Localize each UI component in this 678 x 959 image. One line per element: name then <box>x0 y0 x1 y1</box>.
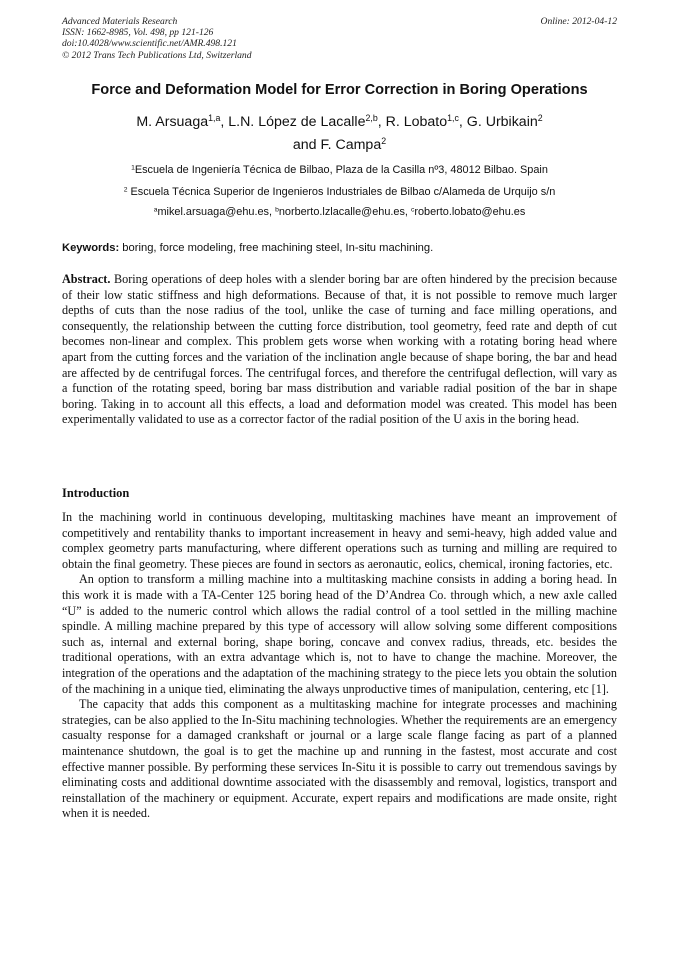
online-date: Online: 2012-04-12 <box>540 16 617 27</box>
author-emails <box>62 206 617 218</box>
author-name: G. Urbikain <box>466 114 538 130</box>
affiliation-2 <box>62 186 617 198</box>
abstract-paragraph <box>62 272 617 428</box>
intro-paragraph-1: In the machining world in continuous developing, multitasking machines have meant an improvement of competitively and rentability thanks to important increasement in heavy and semi-heavy, high added value and complex geometry parts manufacturing, where different operations such as turning and milling are required to obtain the final geometry. These pieces are found in sectors as aeronautic, eolics, chemical, ironing factories, etc. <box>62 510 617 571</box>
keywords-line <box>62 242 617 254</box>
keywords-label: Keywords: <box>62 242 120 254</box>
section-heading-introduction: Introduction <box>62 486 130 500</box>
author-affiliation-mark: 2 <box>537 113 543 124</box>
journal-issn: ISSN: 1662-8985, Vol. 498, pp 121-126 <box>62 27 214 39</box>
author-line-1 <box>62 111 617 134</box>
abstract-text: Boring operations of deep holes with a slender boring bar are often hindered by the precision because of their low static stiffness and high deformations. Because of that, it is not possible to remove much larger depths of cuts than the nose radius of the tool, unlike the case of turning and face milling operations, and consequently, the relationship between the cutting force distribution, tool geometry, feed rate and depth of cut becomes non-linear and complex. This problem gets worse when working with a rotating boring head where apart from the cutting forces and the variation of the inclination angle because of shape boring, the bar and head are affected by de centrifugal forces. The centrifugal forces, and therefore the centrifugal deflection, will vary as a function of the rotating speed, boring bar mass distribution and variable radial position of the bar in shape boring. Taking in to account all this effects, a load and deformation model was created. This model has been experimentally validated to use as a corrector factor of the radial position of the U axis in the boring head. <box>62 272 617 427</box>
email-mark: a <box>153 206 158 214</box>
author-and: and <box>292 137 321 153</box>
affiliation-text: Escuela de Ingeniería Técnica de Bilbao, Plaza de la Casilla nº3, 48012 Bilbao. Spain <box>134 164 548 176</box>
email-mark: c <box>410 206 415 214</box>
email-link[interactable]: roberto.lobato@ehu.es <box>414 206 526 218</box>
affiliation-1 <box>62 164 617 176</box>
author-affiliation-mark: 1,c <box>447 113 459 124</box>
author-line-2 <box>62 134 617 157</box>
introduction-body <box>62 510 617 822</box>
affiliation-mark: 1 <box>131 164 135 172</box>
affiliation-mark: 2 <box>123 186 128 194</box>
email-mark: b <box>275 206 279 214</box>
author-separator: , <box>458 114 467 130</box>
journal-header <box>62 16 617 61</box>
author-name: M. Arsuaga <box>136 114 209 130</box>
journal-copyright: © 2012 Trans Tech Publications Ltd, Switzerland <box>62 49 252 61</box>
author-name: F. Campa <box>320 137 382 153</box>
intro-paragraph-3: The capacity that adds this component as a multitasking machine for integrate processes and machining strategies, can be also applied to the In-Situ machining technologies. Whether the requirements are an emergency casualty response for a damaged crankshaft or journal or a large scale flange facing as part of a planned maintenance shutdown, the goal is to get the machine up and running in the fastest, most accurate and cost effective manner possible. By performing these services In-Situ it is possible to carry out tremendous savings by eliminating costs and additional downtime associated with the disassembly and removal, logistics, transport and reinstallation of the machinery or equipment. Accurate, expert repairs and modifications are made onsite, right when it is needed. <box>62 697 617 821</box>
author-separator: , <box>377 114 386 130</box>
journal-name: Advanced Materials Research <box>62 16 178 27</box>
journal-doi[interactable]: doi:10.4028/www.scientific.net/AMR.498.121 <box>62 38 237 50</box>
author-affiliation-mark: 2,b <box>365 113 378 124</box>
author-name: R. Lobato <box>385 114 448 130</box>
intro-paragraph-2: An option to transform a milling machine into a multitasking machine consists in adding a boring head. In this work it is made with a TA-Center 125 boring head of the D’Andrea Co. through which, a new axle called “U” is added to the numeric control which allows the radial control of a tool settled in the milling machine spindle. A milling machine prepared by this type of accessory will allow solving some different compositions such as, internal and external boring, shape boring, concave and convex radius, threads, etc. besides the traditional operations, with an extra advantage which is, not to have to change the machine. Moreover, the integration of the operations and the adaptation of the machining strategy to the piece lets you obtain the solution of the machining in a unique tied, eliminating the always unproductive times of manipulation, centering, etc [1]. <box>62 572 617 696</box>
author-affiliation-mark: 2 <box>381 136 387 147</box>
author-affiliation-mark: 1,a <box>208 113 221 124</box>
author-separator: , <box>220 114 229 130</box>
abstract-label: Abstract. <box>62 272 111 286</box>
keywords-text: boring, force modeling, free machining steel, In-situ machining. <box>119 242 434 254</box>
author-list <box>62 111 617 157</box>
affiliation-text: Escuela Técnica Superior de Ingenieros Industriales de Bilbao c/Alameda de Urquijo s/n <box>127 186 556 198</box>
author-name: L.N. López de Lacalle <box>228 114 366 130</box>
paper-title: Force and Deformation Model for Error Correction in Boring Operations <box>91 82 588 98</box>
email-link[interactable]: mikel.arsuaga@ehu.es, <box>157 206 276 218</box>
email-link[interactable]: norberto.lzlacalle@ehu.es, <box>278 206 411 218</box>
